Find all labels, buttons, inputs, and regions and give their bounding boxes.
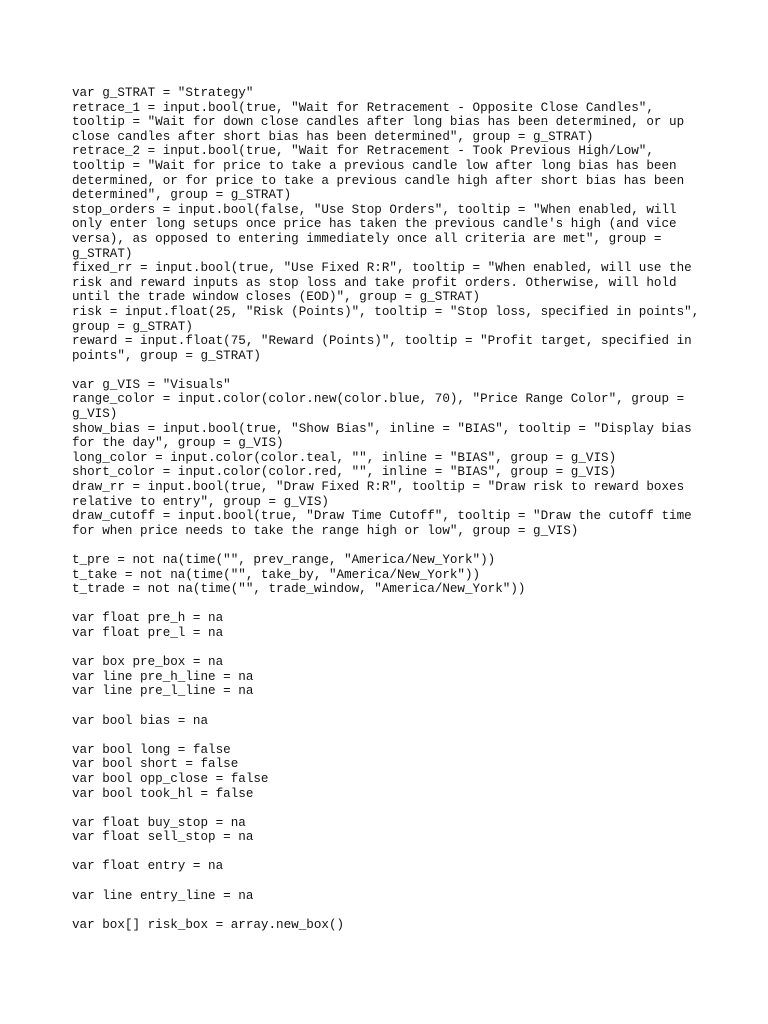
code-line: for the day", group = g_VIS) (72, 436, 284, 451)
blank-line (72, 699, 712, 714)
code-line: show_bias = input.bool(true, "Show Bias", inline = "BIAS", tooltip = "Display bias (72, 421, 692, 436)
code-line: var bool long = false (72, 742, 231, 757)
code-line: t_trade = not na(time("", trade_window, "America/New_York")) (72, 582, 526, 597)
code-line: range_color = input.color(color.new(color.blue, 70), "Price Range Color", group = (72, 392, 685, 407)
code-listing (72, 86, 712, 932)
code-line: risk = input.float(25, "Risk (Points)", tooltip = "Stop loss, specified in points", (72, 304, 700, 319)
code-line: draw_rr = input.bool(true, "Draw Fixed R:R", tooltip = "Draw risk to reward boxes (72, 480, 685, 495)
code-line: var float entry = na (72, 859, 224, 874)
code-line: only enter long setups once price has taken the previous candle's high (and vice (72, 217, 677, 232)
code-line: var box pre_box = na (72, 655, 224, 670)
code-line: var float buy_stop = na (72, 815, 246, 830)
code-line: var bool short = false (72, 757, 239, 772)
code-line: risk and reward inputs as stop loss and take profit orders. Otherwise, will hold (72, 275, 677, 290)
code-line: tooltip = "Wait for price to take a previous candle low after long bias has been (72, 158, 677, 173)
code-line: fixed_rr = input.bool(true, "Use Fixed R:R", tooltip = "When enabled, will use the (72, 261, 692, 276)
code-line: draw_cutoff = input.bool(true, "Draw Time Cutoff", tooltip = "Draw the cutoff time (72, 509, 692, 524)
code-line: reward = input.float(75, "Reward (Points)", tooltip = "Profit target, specified in (72, 334, 692, 349)
code-line: var line pre_h_line = na (72, 669, 254, 684)
code-line: var float pre_l = na (72, 625, 224, 640)
blank-line (72, 801, 712, 816)
code-line: var float pre_h = na (72, 611, 224, 626)
blank-line (72, 641, 712, 656)
code-line: g_STRAT) (72, 246, 133, 261)
code-line: t_pre = not na(time("", prev_range, "America/New_York")) (72, 553, 496, 567)
code-line: var line entry_line = na (72, 888, 254, 903)
code-line: var g_VIS = "Visuals" (72, 377, 231, 392)
code-line: until the trade window closes (EOD)", group = g_STRAT) (72, 290, 481, 305)
code-line: var bool took_hl = false (72, 786, 254, 801)
code-line: determined, or for price to take a previous candle high after short bias has been (72, 173, 685, 188)
code-line: close candles after short bias has been determined", group = g_STRAT) (72, 129, 594, 144)
code-line: versa), as opposed to entering immediately once all criteria are met", group = (72, 231, 662, 246)
code-line: var g_STRAT = "Strategy" (72, 86, 254, 100)
blank-line (72, 538, 712, 553)
code-line: var bool opp_close = false (72, 771, 269, 786)
code-line: var line pre_l_line = na (72, 684, 254, 699)
code-line: long_color = input.color(color.teal, "", inline = "BIAS", group = g_VIS) (72, 450, 617, 465)
code-line: points", group = g_STRAT) (72, 348, 261, 363)
code-line: retrace_2 = input.bool(true, "Wait for Retracement - Took Previous High/Low", (72, 144, 654, 159)
code-line: determined", group = g_STRAT) (72, 188, 292, 203)
blank-line (72, 597, 712, 612)
blank-line (72, 363, 712, 378)
code-line: var bool bias = na (72, 713, 209, 728)
blank-line (72, 845, 712, 860)
code-line: group = g_STRAT) (72, 319, 193, 334)
code-line: for when price needs to take the range high or low", group = g_VIS) (72, 523, 579, 538)
code-line: tooltip = "Wait for down close candles after long bias has been determined, or up (72, 115, 685, 130)
code-line: relative to entry", group = g_VIS) (72, 494, 329, 509)
code-line: short_color = input.color(color.red, "", inline = "BIAS", group = g_VIS) (72, 465, 617, 480)
code-line: retrace_1 = input.bool(true, "Wait for Retracement - Opposite Close Candles", (72, 100, 654, 115)
code-line: g_VIS) (72, 407, 118, 422)
blank-line (72, 903, 712, 918)
code-line: t_take = not na(time("", take_by, "America/New_York")) (72, 567, 481, 582)
code-line: stop_orders = input.bool(false, "Use Stop Orders", tooltip = "When enabled, will (72, 202, 677, 217)
blank-line (72, 728, 712, 743)
blank-line (72, 874, 712, 889)
code-line: var float sell_stop = na (72, 830, 254, 845)
code-line: var box[] risk_box = array.new_box() (72, 917, 345, 932)
